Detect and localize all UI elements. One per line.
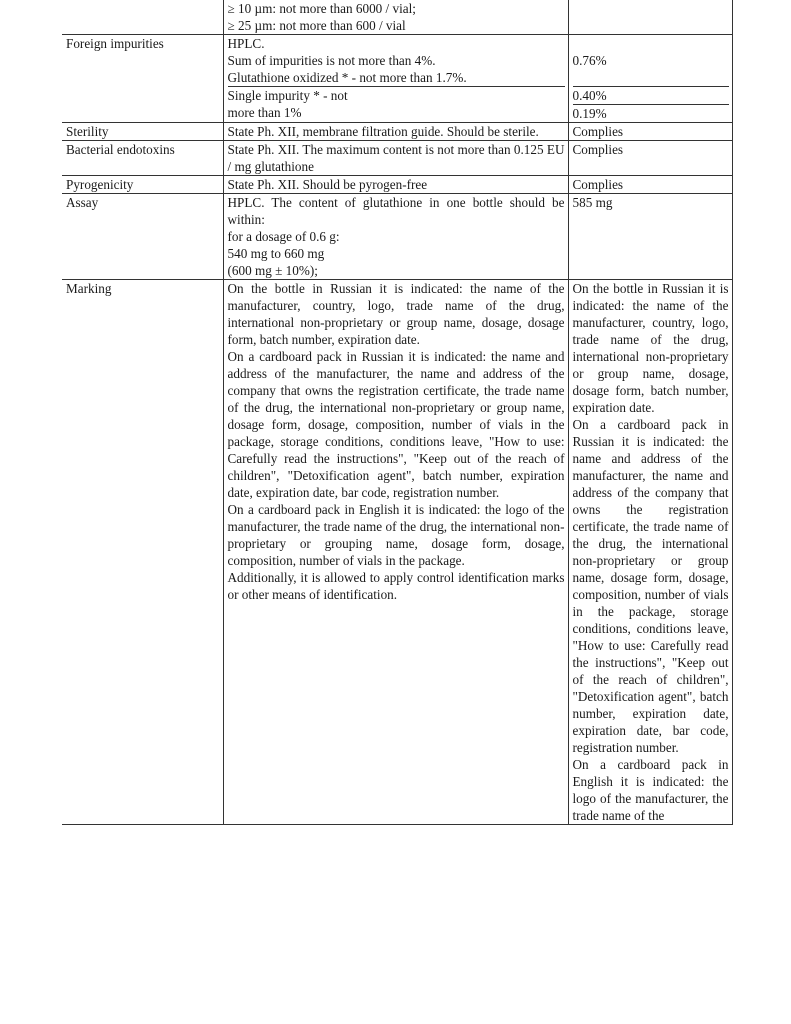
requirement-paragraph: Additionally, it is allowed to apply control identification marks or other means of identification. xyxy=(227,570,565,602)
requirement-cell: State Ph. XII. Should be pyrogen-free xyxy=(223,176,568,194)
result-cell: Complies xyxy=(568,141,732,176)
table-row-particles xyxy=(62,0,732,35)
param-cell xyxy=(62,0,223,35)
table-row-foreign-impurities xyxy=(62,35,732,123)
result-cell: Complies xyxy=(568,176,732,194)
param-cell: Marking xyxy=(62,280,223,825)
param-cell: Bacterial endotoxins xyxy=(62,141,223,176)
spacer xyxy=(573,69,729,87)
result-paragraph: On a cardboard pack in Russian it is indicated: the name and address of the manufacturer, the name and address of the company that owns the registration certificate, the trade name of the drug, the international non-proprietary or group name, dosage form, dosage, composition, number of vials in the package, storage conditions, conditions leave, "How to use: Carefully read the instructions", "Keep out of the reach of children", "Detoxification agent", batch number, expiration date, expiration date, bar code, registration number. xyxy=(572,417,729,755)
requirement-line: HPLC. xyxy=(227,36,265,51)
table-row-assay xyxy=(62,194,732,280)
result-cell xyxy=(568,0,732,35)
result-cell: 585 mg xyxy=(568,194,732,280)
requirement-line: more than 1% xyxy=(227,105,302,120)
result-cell xyxy=(568,280,732,825)
table-row-marking xyxy=(62,280,732,825)
requirement-line: for a dosage of 0.6 g: xyxy=(227,229,340,244)
requirement-line: Single impurity * - not xyxy=(227,88,348,103)
requirement-cell xyxy=(223,0,568,35)
requirement-line: ≥ 25 µm: not more than 600 / vial xyxy=(227,18,406,33)
result-line: 0.40% xyxy=(573,87,729,105)
requirement-paragraph: On the bottle in Russian it is indicated: the name of the manufacturer, country, logo, trade name of the drug, international non-proprietary or group name, dosage, dosage form, batch number, expiration date. xyxy=(227,281,565,347)
table-row-sterility xyxy=(62,123,732,141)
result-paragraph: On a cardboard pack in English it is indicated: the logo of the manufacturer, the trade name of the xyxy=(572,757,729,823)
requirement-cell xyxy=(223,194,568,280)
requirement-line: ≥ 10 µm: not more than 6000 / vial; xyxy=(227,1,416,16)
spacer xyxy=(573,35,729,52)
requirement-cell xyxy=(223,35,568,123)
result-line: 0.76% xyxy=(572,53,607,68)
requirement-line: Sum of impurities is not more than 4%. xyxy=(227,53,436,68)
requirement-cell xyxy=(223,280,568,825)
result-cell: Complies xyxy=(568,123,732,141)
result-paragraph: On the bottle in Russian it is indicated: the name of the manufacturer, country, logo, trade name of the drug, international non-proprietary or group name, dosage, dosage form, batch number, expiration date. xyxy=(572,281,729,415)
requirement-paragraph: On a cardboard pack in English it is indicated: the logo of the manufacturer, the trade name of the drug, the international non-proprietary or grouping name, dosage form, dosage, composition, number of vials in the package. xyxy=(227,502,565,568)
requirement-cell: State Ph. XII, membrane filtration guide. Should be sterile. xyxy=(223,123,568,141)
param-cell: Foreign impurities xyxy=(62,35,223,123)
param-cell: Pyrogenicity xyxy=(62,176,223,194)
requirement-paragraph: On a cardboard pack in Russian it is indicated: the name and address of the manufacturer, the name and address of the company that owns the registration certificate, the trade name of the drug, the international non-proprietary or group name, dosage form, dosage, composition, number of vials in the package, storage conditions, conditions leave, "How to use: Carefully read the instructions", "Keep out of the reach of children", "Detoxification agent", batch number, expiration date, expiration date, bar code, registration number. xyxy=(227,349,565,500)
result-cell xyxy=(568,35,732,123)
table-row-bacterial-endotoxins xyxy=(62,141,732,176)
param-cell: Assay xyxy=(62,194,223,280)
requirement-line: 540 mg to 660 mg xyxy=(227,246,325,261)
requirement-line: HPLC. The content of glutathione in one bottle should be within: xyxy=(227,195,565,227)
specification-table xyxy=(62,0,733,825)
table-row-pyrogenicity xyxy=(62,176,732,194)
param-cell: Sterility xyxy=(62,123,223,141)
requirement-line: (600 mg ± 10%); xyxy=(227,263,318,278)
result-line: 0.19% xyxy=(572,106,607,121)
requirement-cell: State Ph. XII. The maximum content is not more than 0.125 EU / mg glutathione xyxy=(223,141,568,176)
requirement-line: Glutathione oxidized * - not more than 1.7%. xyxy=(228,69,565,87)
